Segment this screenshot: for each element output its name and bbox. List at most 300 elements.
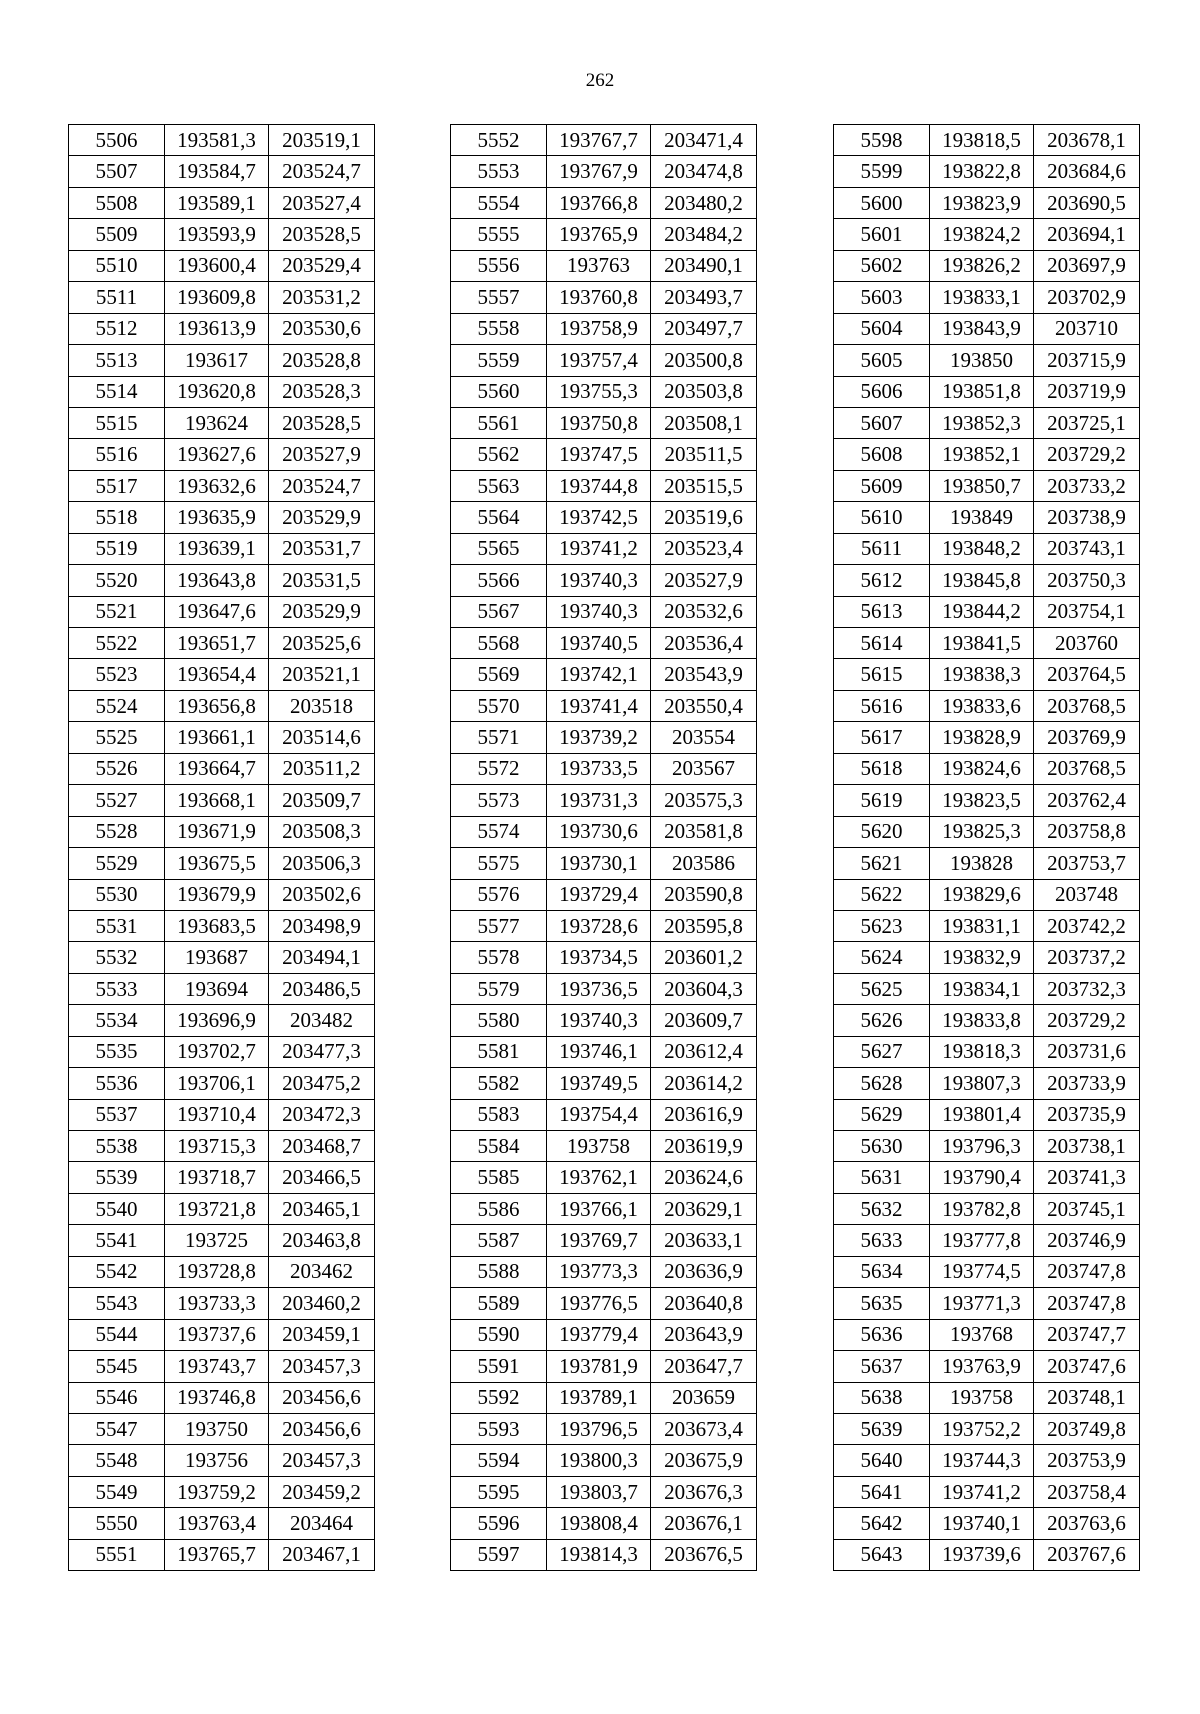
x-coordinate-cell: 193647,6 bbox=[165, 596, 269, 627]
point-number-cell: 5559 bbox=[451, 345, 547, 376]
y-coordinate-cell: 203731,6 bbox=[1034, 1036, 1140, 1067]
point-number-cell: 5573 bbox=[451, 785, 547, 816]
y-coordinate-cell: 203697,9 bbox=[1034, 250, 1140, 281]
x-coordinate-cell: 193823,5 bbox=[930, 785, 1034, 816]
point-number-cell: 5531 bbox=[69, 910, 165, 941]
table-row bbox=[69, 1036, 375, 1067]
y-coordinate-cell: 203758,8 bbox=[1034, 816, 1140, 847]
table-row bbox=[69, 1225, 375, 1256]
point-number-cell: 5538 bbox=[69, 1131, 165, 1162]
table-row bbox=[69, 345, 375, 376]
point-number-cell: 5560 bbox=[451, 376, 547, 407]
x-coordinate-cell: 193829,6 bbox=[930, 879, 1034, 910]
point-number-cell: 5625 bbox=[834, 973, 930, 1004]
point-number-cell: 5571 bbox=[451, 722, 547, 753]
table-row bbox=[834, 1225, 1140, 1256]
point-number-cell: 5550 bbox=[69, 1508, 165, 1539]
table-row bbox=[69, 628, 375, 659]
table-row bbox=[834, 250, 1140, 281]
y-coordinate-cell: 203457,3 bbox=[269, 1351, 375, 1382]
x-coordinate-cell: 193733,5 bbox=[547, 753, 651, 784]
y-coordinate-cell: 203743,1 bbox=[1034, 533, 1140, 564]
point-number-cell: 5601 bbox=[834, 219, 930, 250]
y-coordinate-cell: 203601,2 bbox=[651, 942, 757, 973]
x-coordinate-cell: 193848,2 bbox=[930, 533, 1034, 564]
point-number-cell: 5544 bbox=[69, 1319, 165, 1350]
y-coordinate-cell: 203748 bbox=[1034, 879, 1140, 910]
table-row bbox=[69, 1256, 375, 1287]
table-row bbox=[69, 659, 375, 690]
table-row bbox=[834, 785, 1140, 816]
y-coordinate-cell: 203506,3 bbox=[269, 848, 375, 879]
table-row bbox=[834, 156, 1140, 187]
table-row bbox=[451, 1099, 757, 1130]
table-row bbox=[451, 156, 757, 187]
point-number-cell: 5609 bbox=[834, 470, 930, 501]
y-coordinate-cell: 203747,8 bbox=[1034, 1256, 1140, 1287]
y-coordinate-cell: 203732,3 bbox=[1034, 973, 1140, 1004]
point-number-cell: 5598 bbox=[834, 125, 930, 156]
x-coordinate-cell: 193763 bbox=[547, 250, 651, 281]
point-number-cell: 5510 bbox=[69, 250, 165, 281]
y-coordinate-cell: 203503,8 bbox=[651, 376, 757, 407]
point-number-cell: 5635 bbox=[834, 1288, 930, 1319]
point-number-cell: 5626 bbox=[834, 1005, 930, 1036]
point-number-cell: 5589 bbox=[451, 1288, 547, 1319]
x-coordinate-cell: 193781,9 bbox=[547, 1351, 651, 1382]
point-number-cell: 5593 bbox=[451, 1413, 547, 1444]
y-coordinate-cell: 203519,1 bbox=[269, 125, 375, 156]
point-number-cell: 5604 bbox=[834, 313, 930, 344]
y-coordinate-cell: 203518 bbox=[269, 690, 375, 721]
point-number-cell: 5622 bbox=[834, 879, 930, 910]
table-row bbox=[451, 407, 757, 438]
x-coordinate-cell: 193654,4 bbox=[165, 659, 269, 690]
table-row bbox=[451, 1351, 757, 1382]
point-number-cell: 5628 bbox=[834, 1068, 930, 1099]
point-number-cell: 5561 bbox=[451, 407, 547, 438]
table-row bbox=[69, 848, 375, 879]
point-number-cell: 5595 bbox=[451, 1476, 547, 1507]
x-coordinate-cell: 193661,1 bbox=[165, 722, 269, 753]
x-coordinate-cell: 193807,3 bbox=[930, 1068, 1034, 1099]
x-coordinate-cell: 193796,5 bbox=[547, 1413, 651, 1444]
table-row bbox=[451, 1225, 757, 1256]
point-number-cell: 5516 bbox=[69, 439, 165, 470]
point-number-cell: 5629 bbox=[834, 1099, 930, 1130]
point-number-cell: 5630 bbox=[834, 1131, 930, 1162]
point-number-cell: 5523 bbox=[69, 659, 165, 690]
y-coordinate-cell: 203486,5 bbox=[269, 973, 375, 1004]
table-row bbox=[69, 1288, 375, 1319]
x-coordinate-cell: 193656,8 bbox=[165, 690, 269, 721]
x-coordinate-cell: 193702,7 bbox=[165, 1036, 269, 1067]
x-coordinate-cell: 193639,1 bbox=[165, 533, 269, 564]
point-number-cell: 5539 bbox=[69, 1162, 165, 1193]
y-coordinate-cell: 203528,5 bbox=[269, 407, 375, 438]
point-number-cell: 5565 bbox=[451, 533, 547, 564]
table-row bbox=[834, 1539, 1140, 1570]
y-coordinate-cell: 203616,9 bbox=[651, 1099, 757, 1130]
y-coordinate-cell: 203521,1 bbox=[269, 659, 375, 690]
y-coordinate-cell: 203673,4 bbox=[651, 1413, 757, 1444]
y-coordinate-cell: 203764,5 bbox=[1034, 659, 1140, 690]
y-coordinate-cell: 203590,8 bbox=[651, 879, 757, 910]
table-row bbox=[69, 973, 375, 1004]
y-coordinate-cell: 203459,1 bbox=[269, 1319, 375, 1350]
x-coordinate-cell: 193808,4 bbox=[547, 1508, 651, 1539]
x-coordinate-cell: 193664,7 bbox=[165, 753, 269, 784]
table-row bbox=[451, 785, 757, 816]
y-coordinate-cell: 203742,2 bbox=[1034, 910, 1140, 941]
x-coordinate-cell: 193742,1 bbox=[547, 659, 651, 690]
table-row bbox=[451, 1476, 757, 1507]
table-row bbox=[69, 1351, 375, 1382]
table-row bbox=[69, 1131, 375, 1162]
point-number-cell: 5611 bbox=[834, 533, 930, 564]
point-number-cell: 5610 bbox=[834, 502, 930, 533]
x-coordinate-cell: 193741,2 bbox=[930, 1476, 1034, 1507]
table-row bbox=[451, 1288, 757, 1319]
y-coordinate-cell: 203472,3 bbox=[269, 1099, 375, 1130]
point-number-cell: 5572 bbox=[451, 753, 547, 784]
y-coordinate-cell: 203733,2 bbox=[1034, 470, 1140, 501]
table-row bbox=[69, 502, 375, 533]
table-row bbox=[69, 910, 375, 941]
x-coordinate-cell: 193768 bbox=[930, 1319, 1034, 1350]
x-coordinate-cell: 193679,9 bbox=[165, 879, 269, 910]
table-row bbox=[834, 502, 1140, 533]
table-row bbox=[69, 816, 375, 847]
x-coordinate-cell: 193825,3 bbox=[930, 816, 1034, 847]
y-coordinate-cell: 203529,4 bbox=[269, 250, 375, 281]
point-number-cell: 5556 bbox=[451, 250, 547, 281]
table-row bbox=[451, 565, 757, 596]
table-row bbox=[451, 376, 757, 407]
table-row bbox=[834, 628, 1140, 659]
table-row bbox=[834, 533, 1140, 564]
table-row bbox=[451, 1068, 757, 1099]
point-number-cell: 5631 bbox=[834, 1162, 930, 1193]
table-row bbox=[69, 533, 375, 564]
x-coordinate-cell: 193750,8 bbox=[547, 407, 651, 438]
y-coordinate-cell: 203735,9 bbox=[1034, 1099, 1140, 1130]
y-coordinate-cell: 203528,8 bbox=[269, 345, 375, 376]
y-coordinate-cell: 203640,8 bbox=[651, 1288, 757, 1319]
x-coordinate-cell: 193729,4 bbox=[547, 879, 651, 910]
y-coordinate-cell: 203624,6 bbox=[651, 1162, 757, 1193]
point-number-cell: 5643 bbox=[834, 1539, 930, 1570]
x-coordinate-cell: 193789,1 bbox=[547, 1382, 651, 1413]
x-coordinate-cell: 193818,5 bbox=[930, 125, 1034, 156]
x-coordinate-cell: 193758,9 bbox=[547, 313, 651, 344]
y-coordinate-cell: 203586 bbox=[651, 848, 757, 879]
y-coordinate-cell: 203567 bbox=[651, 753, 757, 784]
y-coordinate-cell: 203500,8 bbox=[651, 345, 757, 376]
point-number-cell: 5552 bbox=[451, 125, 547, 156]
x-coordinate-cell: 193841,5 bbox=[930, 628, 1034, 659]
x-coordinate-cell: 193832,9 bbox=[930, 942, 1034, 973]
y-coordinate-cell: 203729,2 bbox=[1034, 1005, 1140, 1036]
y-coordinate-cell: 203747,7 bbox=[1034, 1319, 1140, 1350]
table-row bbox=[834, 407, 1140, 438]
y-coordinate-cell: 203502,6 bbox=[269, 879, 375, 910]
x-coordinate-cell: 193750 bbox=[165, 1413, 269, 1444]
x-coordinate-cell: 193734,5 bbox=[547, 942, 651, 973]
point-number-cell: 5543 bbox=[69, 1288, 165, 1319]
table-row bbox=[451, 313, 757, 344]
point-number-cell: 5624 bbox=[834, 942, 930, 973]
point-number-cell: 5548 bbox=[69, 1445, 165, 1476]
x-coordinate-cell: 193593,9 bbox=[165, 219, 269, 250]
table-row bbox=[834, 470, 1140, 501]
y-coordinate-cell: 203509,7 bbox=[269, 785, 375, 816]
y-coordinate-cell: 203750,3 bbox=[1034, 565, 1140, 596]
y-coordinate-cell: 203762,4 bbox=[1034, 785, 1140, 816]
table-row bbox=[69, 565, 375, 596]
table-row bbox=[451, 1131, 757, 1162]
table-row bbox=[69, 722, 375, 753]
x-coordinate-cell: 193790,4 bbox=[930, 1162, 1034, 1193]
y-coordinate-cell: 203531,5 bbox=[269, 565, 375, 596]
y-coordinate-cell: 203733,9 bbox=[1034, 1068, 1140, 1099]
table-row bbox=[834, 376, 1140, 407]
y-coordinate-cell: 203463,8 bbox=[269, 1225, 375, 1256]
x-coordinate-cell: 193635,9 bbox=[165, 502, 269, 533]
y-coordinate-cell: 203678,1 bbox=[1034, 125, 1140, 156]
table-row bbox=[451, 1193, 757, 1224]
y-coordinate-cell: 203530,6 bbox=[269, 313, 375, 344]
y-coordinate-cell: 203531,7 bbox=[269, 533, 375, 564]
point-number-cell: 5509 bbox=[69, 219, 165, 250]
table-row bbox=[834, 1256, 1140, 1287]
point-number-cell: 5613 bbox=[834, 596, 930, 627]
x-coordinate-cell: 193767,7 bbox=[547, 125, 651, 156]
point-number-cell: 5581 bbox=[451, 1036, 547, 1067]
point-number-cell: 5506 bbox=[69, 125, 165, 156]
table-row bbox=[834, 1476, 1140, 1507]
y-coordinate-cell: 203659 bbox=[651, 1382, 757, 1413]
y-coordinate-cell: 203747,6 bbox=[1034, 1351, 1140, 1382]
y-coordinate-cell: 203519,6 bbox=[651, 502, 757, 533]
x-coordinate-cell: 193822,8 bbox=[930, 156, 1034, 187]
x-coordinate-cell: 193758 bbox=[930, 1382, 1034, 1413]
point-number-cell: 5636 bbox=[834, 1319, 930, 1350]
y-coordinate-cell: 203493,7 bbox=[651, 282, 757, 313]
x-coordinate-cell: 193687 bbox=[165, 942, 269, 973]
point-number-cell: 5600 bbox=[834, 187, 930, 218]
point-number-cell: 5592 bbox=[451, 1382, 547, 1413]
y-coordinate-cell: 203467,1 bbox=[269, 1539, 375, 1570]
table-row bbox=[69, 753, 375, 784]
y-coordinate-cell: 203497,7 bbox=[651, 313, 757, 344]
x-coordinate-cell: 193613,9 bbox=[165, 313, 269, 344]
y-coordinate-cell: 203753,7 bbox=[1034, 848, 1140, 879]
x-coordinate-cell: 193731,3 bbox=[547, 785, 651, 816]
point-number-cell: 5640 bbox=[834, 1445, 930, 1476]
y-coordinate-cell: 203459,2 bbox=[269, 1476, 375, 1507]
point-number-cell: 5534 bbox=[69, 1005, 165, 1036]
y-coordinate-cell: 203508,1 bbox=[651, 407, 757, 438]
y-coordinate-cell: 203523,4 bbox=[651, 533, 757, 564]
x-coordinate-cell: 193675,5 bbox=[165, 848, 269, 879]
x-coordinate-cell: 193740,5 bbox=[547, 628, 651, 659]
x-coordinate-cell: 193852,3 bbox=[930, 407, 1034, 438]
table-row bbox=[69, 1445, 375, 1476]
x-coordinate-cell: 193766,8 bbox=[547, 187, 651, 218]
point-number-cell: 5557 bbox=[451, 282, 547, 313]
point-number-cell: 5515 bbox=[69, 407, 165, 438]
point-number-cell: 5602 bbox=[834, 250, 930, 281]
x-coordinate-cell: 193828,9 bbox=[930, 722, 1034, 753]
table-row bbox=[69, 1539, 375, 1570]
y-coordinate-cell: 203647,7 bbox=[651, 1351, 757, 1382]
x-coordinate-cell: 193773,3 bbox=[547, 1256, 651, 1287]
x-coordinate-cell: 193759,2 bbox=[165, 1476, 269, 1507]
point-number-cell: 5537 bbox=[69, 1099, 165, 1130]
table-row bbox=[451, 282, 757, 313]
x-coordinate-cell: 193777,8 bbox=[930, 1225, 1034, 1256]
point-number-cell: 5570 bbox=[451, 690, 547, 721]
table-row bbox=[69, 250, 375, 281]
y-coordinate-cell: 203465,1 bbox=[269, 1193, 375, 1224]
table-row bbox=[451, 816, 757, 847]
point-number-cell: 5551 bbox=[69, 1539, 165, 1570]
point-number-cell: 5528 bbox=[69, 816, 165, 847]
y-coordinate-cell: 203554 bbox=[651, 722, 757, 753]
point-number-cell: 5575 bbox=[451, 848, 547, 879]
table-row bbox=[69, 439, 375, 470]
x-coordinate-cell: 193762,1 bbox=[547, 1162, 651, 1193]
table-row bbox=[69, 187, 375, 218]
table-row bbox=[451, 1036, 757, 1067]
point-number-cell: 5555 bbox=[451, 219, 547, 250]
table-row bbox=[834, 1351, 1140, 1382]
y-coordinate-cell: 203684,6 bbox=[1034, 156, 1140, 187]
y-coordinate-cell: 203524,7 bbox=[269, 470, 375, 501]
x-coordinate-cell: 193736,5 bbox=[547, 973, 651, 1004]
table-row bbox=[834, 1193, 1140, 1224]
table-row bbox=[69, 470, 375, 501]
table-row bbox=[69, 785, 375, 816]
table-row bbox=[451, 1162, 757, 1193]
table-row bbox=[834, 596, 1140, 627]
table-row bbox=[451, 753, 757, 784]
x-coordinate-cell: 193668,1 bbox=[165, 785, 269, 816]
y-coordinate-cell: 203550,4 bbox=[651, 690, 757, 721]
y-coordinate-cell: 203475,2 bbox=[269, 1068, 375, 1099]
table-row bbox=[834, 910, 1140, 941]
point-number-cell: 5533 bbox=[69, 973, 165, 1004]
point-number-cell: 5576 bbox=[451, 879, 547, 910]
point-number-cell: 5513 bbox=[69, 345, 165, 376]
table-row bbox=[69, 1193, 375, 1224]
x-coordinate-cell: 193739,2 bbox=[547, 722, 651, 753]
table-row bbox=[451, 1382, 757, 1413]
table-row bbox=[451, 973, 757, 1004]
y-coordinate-cell: 203619,9 bbox=[651, 1131, 757, 1162]
point-number-cell: 5632 bbox=[834, 1193, 930, 1224]
table-row bbox=[451, 1005, 757, 1036]
point-number-cell: 5616 bbox=[834, 690, 930, 721]
x-coordinate-cell: 193725 bbox=[165, 1225, 269, 1256]
x-coordinate-cell: 193769,7 bbox=[547, 1225, 651, 1256]
y-coordinate-cell: 203747,8 bbox=[1034, 1288, 1140, 1319]
x-coordinate-cell: 193756 bbox=[165, 1445, 269, 1476]
point-number-cell: 5591 bbox=[451, 1351, 547, 1382]
table-row bbox=[451, 690, 757, 721]
point-number-cell: 5525 bbox=[69, 722, 165, 753]
x-coordinate-cell: 193671,9 bbox=[165, 816, 269, 847]
y-coordinate-cell: 203758,4 bbox=[1034, 1476, 1140, 1507]
y-coordinate-cell: 203468,7 bbox=[269, 1131, 375, 1162]
x-coordinate-cell: 193757,4 bbox=[547, 345, 651, 376]
x-coordinate-cell: 193737,6 bbox=[165, 1319, 269, 1350]
y-coordinate-cell: 203643,9 bbox=[651, 1319, 757, 1350]
x-coordinate-cell: 193765,7 bbox=[165, 1539, 269, 1570]
point-number-cell: 5606 bbox=[834, 376, 930, 407]
y-coordinate-cell: 203614,2 bbox=[651, 1068, 757, 1099]
x-coordinate-cell: 193843,9 bbox=[930, 313, 1034, 344]
point-number-cell: 5567 bbox=[451, 596, 547, 627]
x-coordinate-cell: 193755,3 bbox=[547, 376, 651, 407]
x-coordinate-cell: 193774,5 bbox=[930, 1256, 1034, 1287]
y-coordinate-cell: 203675,9 bbox=[651, 1445, 757, 1476]
x-coordinate-cell: 193823,9 bbox=[930, 187, 1034, 218]
x-coordinate-cell: 193850 bbox=[930, 345, 1034, 376]
y-coordinate-cell: 203528,3 bbox=[269, 376, 375, 407]
x-coordinate-cell: 193742,5 bbox=[547, 502, 651, 533]
point-number-cell: 5517 bbox=[69, 470, 165, 501]
point-number-cell: 5579 bbox=[451, 973, 547, 1004]
point-number-cell: 5529 bbox=[69, 848, 165, 879]
point-number-cell: 5518 bbox=[69, 502, 165, 533]
table-row bbox=[451, 628, 757, 659]
point-number-cell: 5564 bbox=[451, 502, 547, 533]
x-coordinate-cell: 193779,4 bbox=[547, 1319, 651, 1350]
y-coordinate-cell: 203636,9 bbox=[651, 1256, 757, 1287]
table-row bbox=[834, 187, 1140, 218]
table-row bbox=[451, 1319, 757, 1350]
y-coordinate-cell: 203471,4 bbox=[651, 125, 757, 156]
table-row bbox=[451, 219, 757, 250]
point-number-cell: 5549 bbox=[69, 1476, 165, 1507]
x-coordinate-cell: 193844,2 bbox=[930, 596, 1034, 627]
point-number-cell: 5540 bbox=[69, 1193, 165, 1224]
point-number-cell: 5530 bbox=[69, 879, 165, 910]
table-row bbox=[834, 973, 1140, 1004]
table-row bbox=[834, 313, 1140, 344]
x-coordinate-cell: 193826,2 bbox=[930, 250, 1034, 281]
point-number-cell: 5587 bbox=[451, 1225, 547, 1256]
x-coordinate-cell: 193760,8 bbox=[547, 282, 651, 313]
x-coordinate-cell: 193744,3 bbox=[930, 1445, 1034, 1476]
y-coordinate-cell: 203767,6 bbox=[1034, 1539, 1140, 1570]
table-row bbox=[69, 313, 375, 344]
table-row bbox=[451, 187, 757, 218]
point-number-cell: 5615 bbox=[834, 659, 930, 690]
x-coordinate-cell: 193838,3 bbox=[930, 659, 1034, 690]
table-row bbox=[451, 942, 757, 973]
point-number-cell: 5563 bbox=[451, 470, 547, 501]
point-number-cell: 5554 bbox=[451, 187, 547, 218]
table-row bbox=[69, 1099, 375, 1130]
point-number-cell: 5642 bbox=[834, 1508, 930, 1539]
table-row bbox=[834, 439, 1140, 470]
table-row bbox=[834, 1319, 1140, 1350]
x-coordinate-cell: 193831,1 bbox=[930, 910, 1034, 941]
table-row bbox=[69, 1413, 375, 1444]
